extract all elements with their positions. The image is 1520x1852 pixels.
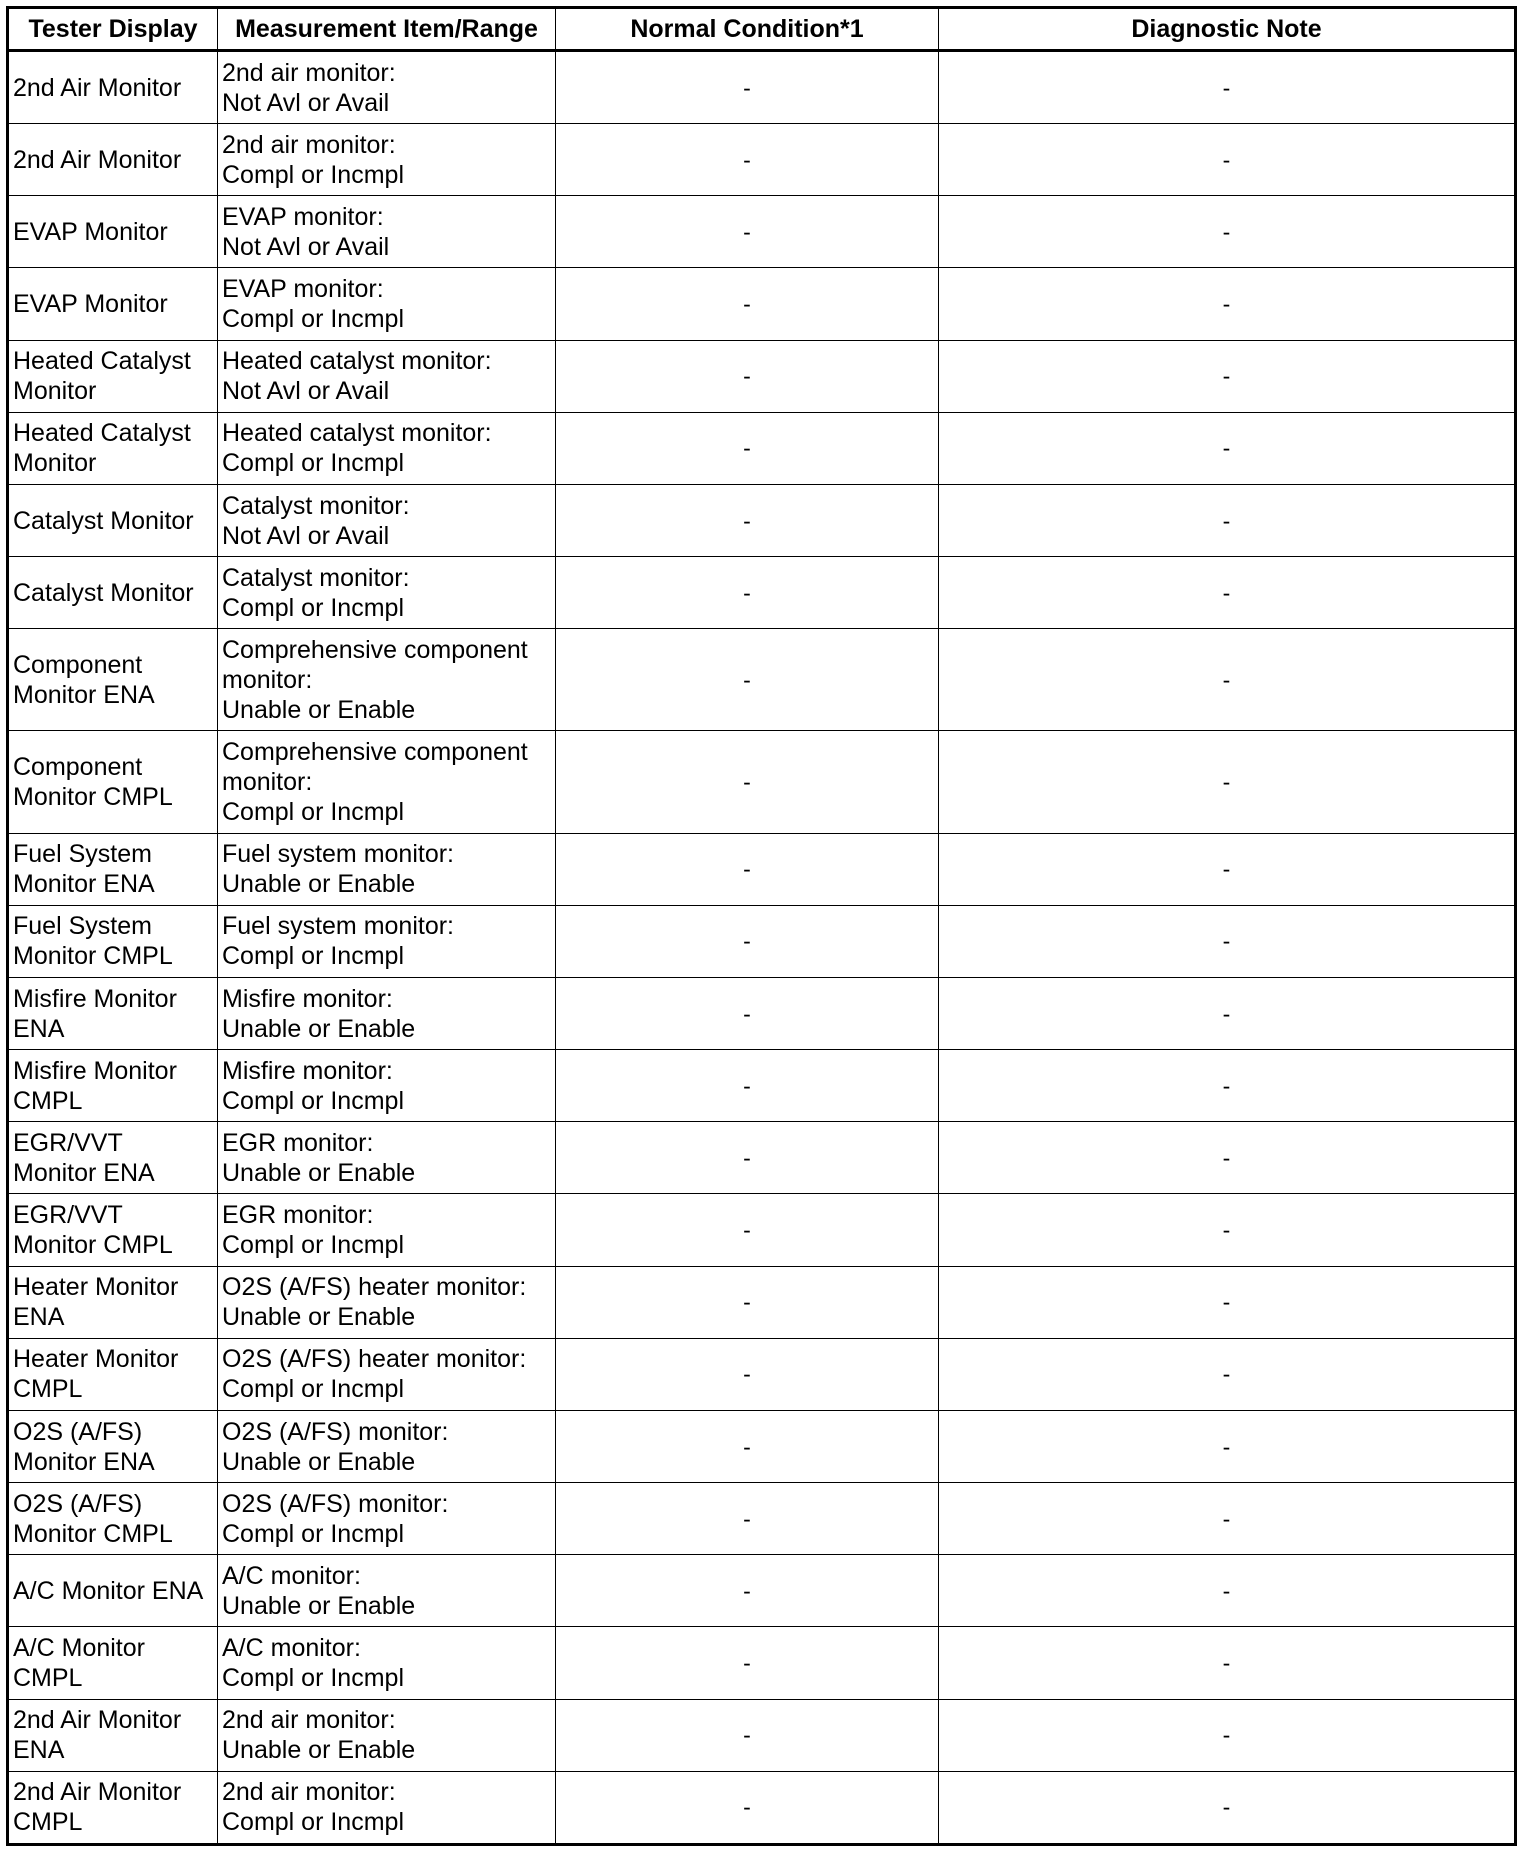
- table-row: [8, 1410, 1516, 1482]
- measurement-range-cell: EGR monitor: Compl or Incmpl: [218, 1194, 556, 1266]
- measurement-range-cell: Misfire monitor: Compl or Incmpl: [218, 1050, 556, 1122]
- tester-display-cell: A/C Monitor CMPL: [8, 1627, 218, 1699]
- normal-condition-cell: -: [556, 484, 939, 556]
- table-row: [8, 196, 1516, 268]
- normal-condition-cell: -: [556, 1194, 939, 1266]
- measurement-range-cell: Heated catalyst monitor: Not Avl or Avail: [218, 340, 556, 412]
- diagnostic-note-cell: -: [939, 978, 1516, 1050]
- diagnostic-note-cell: -: [939, 731, 1516, 833]
- normal-condition-cell: -: [556, 833, 939, 905]
- measurement-range-cell: A/C monitor: Compl or Incmpl: [218, 1627, 556, 1699]
- tester-display-cell: O2S (A/FS) Monitor CMPL: [8, 1483, 218, 1555]
- table-row: [8, 1122, 1516, 1194]
- normal-condition-cell: -: [556, 268, 939, 340]
- table-row: [8, 484, 1516, 556]
- measurement-range-cell: O2S (A/FS) monitor: Unable or Enable: [218, 1410, 556, 1482]
- diagnostic-note-cell: -: [939, 1483, 1516, 1555]
- normal-condition-cell: -: [556, 1699, 939, 1771]
- diagnostic-note-cell: -: [939, 51, 1516, 124]
- normal-condition-cell: -: [556, 124, 939, 196]
- diagnostic-note-cell: -: [939, 484, 1516, 556]
- diagnostic-note-cell: -: [939, 196, 1516, 268]
- tester-display-cell: EVAP Monitor: [8, 196, 218, 268]
- table-row: [8, 1338, 1516, 1410]
- normal-condition-cell: -: [556, 1338, 939, 1410]
- diagnostic-note-cell: -: [939, 1338, 1516, 1410]
- tester-display-cell: Misfire Monitor ENA: [8, 978, 218, 1050]
- header-normal-condition: Normal Condition*1: [556, 8, 939, 51]
- tester-display-cell: 2nd Air Monitor ENA: [8, 1699, 218, 1771]
- table-row: [8, 1483, 1516, 1555]
- diagnostic-note-cell: -: [939, 124, 1516, 196]
- diagnostic-note-cell: -: [939, 1771, 1516, 1844]
- measurement-range-cell: EVAP monitor: Not Avl or Avail: [218, 196, 556, 268]
- measurement-range-cell: Comprehensive component monitor: Compl or Incmpl: [218, 731, 556, 833]
- table-row: [8, 268, 1516, 340]
- tester-display-cell: Heater Monitor CMPL: [8, 1338, 218, 1410]
- table-row: [8, 1194, 1516, 1266]
- measurement-range-cell: O2S (A/FS) heater monitor: Compl or Incmpl: [218, 1338, 556, 1410]
- normal-condition-cell: -: [556, 1555, 939, 1627]
- diagnostic-note-cell: -: [939, 833, 1516, 905]
- normal-condition-cell: -: [556, 196, 939, 268]
- diagnostic-note-cell: -: [939, 268, 1516, 340]
- diagnostic-note-cell: -: [939, 1627, 1516, 1699]
- measurement-range-cell: EVAP monitor: Compl or Incmpl: [218, 268, 556, 340]
- normal-condition-cell: -: [556, 1483, 939, 1555]
- measurement-range-cell: Catalyst monitor: Not Avl or Avail: [218, 484, 556, 556]
- tester-display-cell: Heated Catalyst Monitor: [8, 340, 218, 412]
- tester-display-cell: 2nd Air Monitor: [8, 124, 218, 196]
- tester-display-cell: 2nd Air Monitor: [8, 51, 218, 124]
- diagnostic-note-cell: -: [939, 629, 1516, 731]
- measurement-range-cell: Fuel system monitor: Unable or Enable: [218, 833, 556, 905]
- table-row: [8, 833, 1516, 905]
- diagnostic-note-cell: -: [939, 1410, 1516, 1482]
- header-measurement-item-range: Measurement Item/Range: [218, 8, 556, 51]
- normal-condition-cell: -: [556, 905, 939, 977]
- normal-condition-cell: -: [556, 51, 939, 124]
- measurement-range-cell: O2S (A/FS) monitor: Compl or Incmpl: [218, 1483, 556, 1555]
- diagnostic-note-cell: -: [939, 905, 1516, 977]
- tester-display-cell: Catalyst Monitor: [8, 484, 218, 556]
- diagnostic-note-cell: -: [939, 1699, 1516, 1771]
- measurement-range-cell: 2nd air monitor: Unable or Enable: [218, 1699, 556, 1771]
- diagnostic-note-cell: -: [939, 412, 1516, 484]
- tester-display-cell: Fuel System Monitor ENA: [8, 833, 218, 905]
- monitor-status-table: [6, 6, 1517, 1846]
- measurement-range-cell: Catalyst monitor: Compl or Incmpl: [218, 557, 556, 629]
- diagnostic-note-cell: -: [939, 340, 1516, 412]
- measurement-range-cell: EGR monitor: Unable or Enable: [218, 1122, 556, 1194]
- measurement-range-cell: 2nd air monitor: Not Avl or Avail: [218, 51, 556, 124]
- tester-display-cell: Fuel System Monitor CMPL: [8, 905, 218, 977]
- table-row: [8, 1555, 1516, 1627]
- tester-display-cell: Heater Monitor ENA: [8, 1266, 218, 1338]
- tester-display-cell: A/C Monitor ENA: [8, 1555, 218, 1627]
- tester-display-cell: Component Monitor CMPL: [8, 731, 218, 833]
- diagnostic-note-cell: -: [939, 1194, 1516, 1266]
- table-row: [8, 412, 1516, 484]
- tester-display-cell: Misfire Monitor CMPL: [8, 1050, 218, 1122]
- measurement-range-cell: 2nd air monitor: Compl or Incmpl: [218, 1771, 556, 1844]
- header-tester-display: Tester Display: [8, 8, 218, 51]
- diagnostic-note-cell: -: [939, 1122, 1516, 1194]
- measurement-range-cell: Misfire monitor: Unable or Enable: [218, 978, 556, 1050]
- table-row: [8, 1266, 1516, 1338]
- measurement-range-cell: O2S (A/FS) heater monitor: Unable or Enable: [218, 1266, 556, 1338]
- diagnostic-note-cell: -: [939, 1050, 1516, 1122]
- tester-display-cell: 2nd Air Monitor CMPL: [8, 1771, 218, 1844]
- normal-condition-cell: -: [556, 1410, 939, 1482]
- table-row: [8, 557, 1516, 629]
- table-row: [8, 124, 1516, 196]
- normal-condition-cell: -: [556, 1627, 939, 1699]
- measurement-range-cell: Comprehensive component monitor: Unable or Enable: [218, 629, 556, 731]
- table-row: [8, 1771, 1516, 1844]
- header-diagnostic-note: Diagnostic Note: [939, 8, 1516, 51]
- diagnostic-note-cell: -: [939, 1266, 1516, 1338]
- tester-display-cell: Component Monitor ENA: [8, 629, 218, 731]
- table-row: [8, 1699, 1516, 1771]
- normal-condition-cell: -: [556, 1771, 939, 1844]
- measurement-range-cell: Heated catalyst monitor: Compl or Incmpl: [218, 412, 556, 484]
- tester-display-cell: Catalyst Monitor: [8, 557, 218, 629]
- normal-condition-cell: -: [556, 557, 939, 629]
- normal-condition-cell: -: [556, 1122, 939, 1194]
- normal-condition-cell: -: [556, 412, 939, 484]
- table-row: [8, 629, 1516, 731]
- measurement-range-cell: Fuel system monitor: Compl or Incmpl: [218, 905, 556, 977]
- table-row: [8, 1627, 1516, 1699]
- normal-condition-cell: -: [556, 1266, 939, 1338]
- table-row: [8, 1050, 1516, 1122]
- normal-condition-cell: -: [556, 629, 939, 731]
- table-row: [8, 51, 1516, 124]
- diagnostic-note-cell: -: [939, 1555, 1516, 1627]
- tester-display-cell: EVAP Monitor: [8, 268, 218, 340]
- table-row: [8, 731, 1516, 833]
- tester-display-cell: Heated Catalyst Monitor: [8, 412, 218, 484]
- table-row: [8, 978, 1516, 1050]
- normal-condition-cell: -: [556, 978, 939, 1050]
- table-row: [8, 340, 1516, 412]
- tester-display-cell: EGR/VVT Monitor ENA: [8, 1122, 218, 1194]
- tester-display-cell: EGR/VVT Monitor CMPL: [8, 1194, 218, 1266]
- measurement-range-cell: A/C monitor: Unable or Enable: [218, 1555, 556, 1627]
- measurement-range-cell: 2nd air monitor: Compl or Incmpl: [218, 124, 556, 196]
- diagnostic-note-cell: -: [939, 557, 1516, 629]
- normal-condition-cell: -: [556, 1050, 939, 1122]
- normal-condition-cell: -: [556, 731, 939, 833]
- table-row: [8, 905, 1516, 977]
- tester-display-cell: O2S (A/FS) Monitor ENA: [8, 1410, 218, 1482]
- normal-condition-cell: -: [556, 340, 939, 412]
- header-row: [8, 8, 1516, 51]
